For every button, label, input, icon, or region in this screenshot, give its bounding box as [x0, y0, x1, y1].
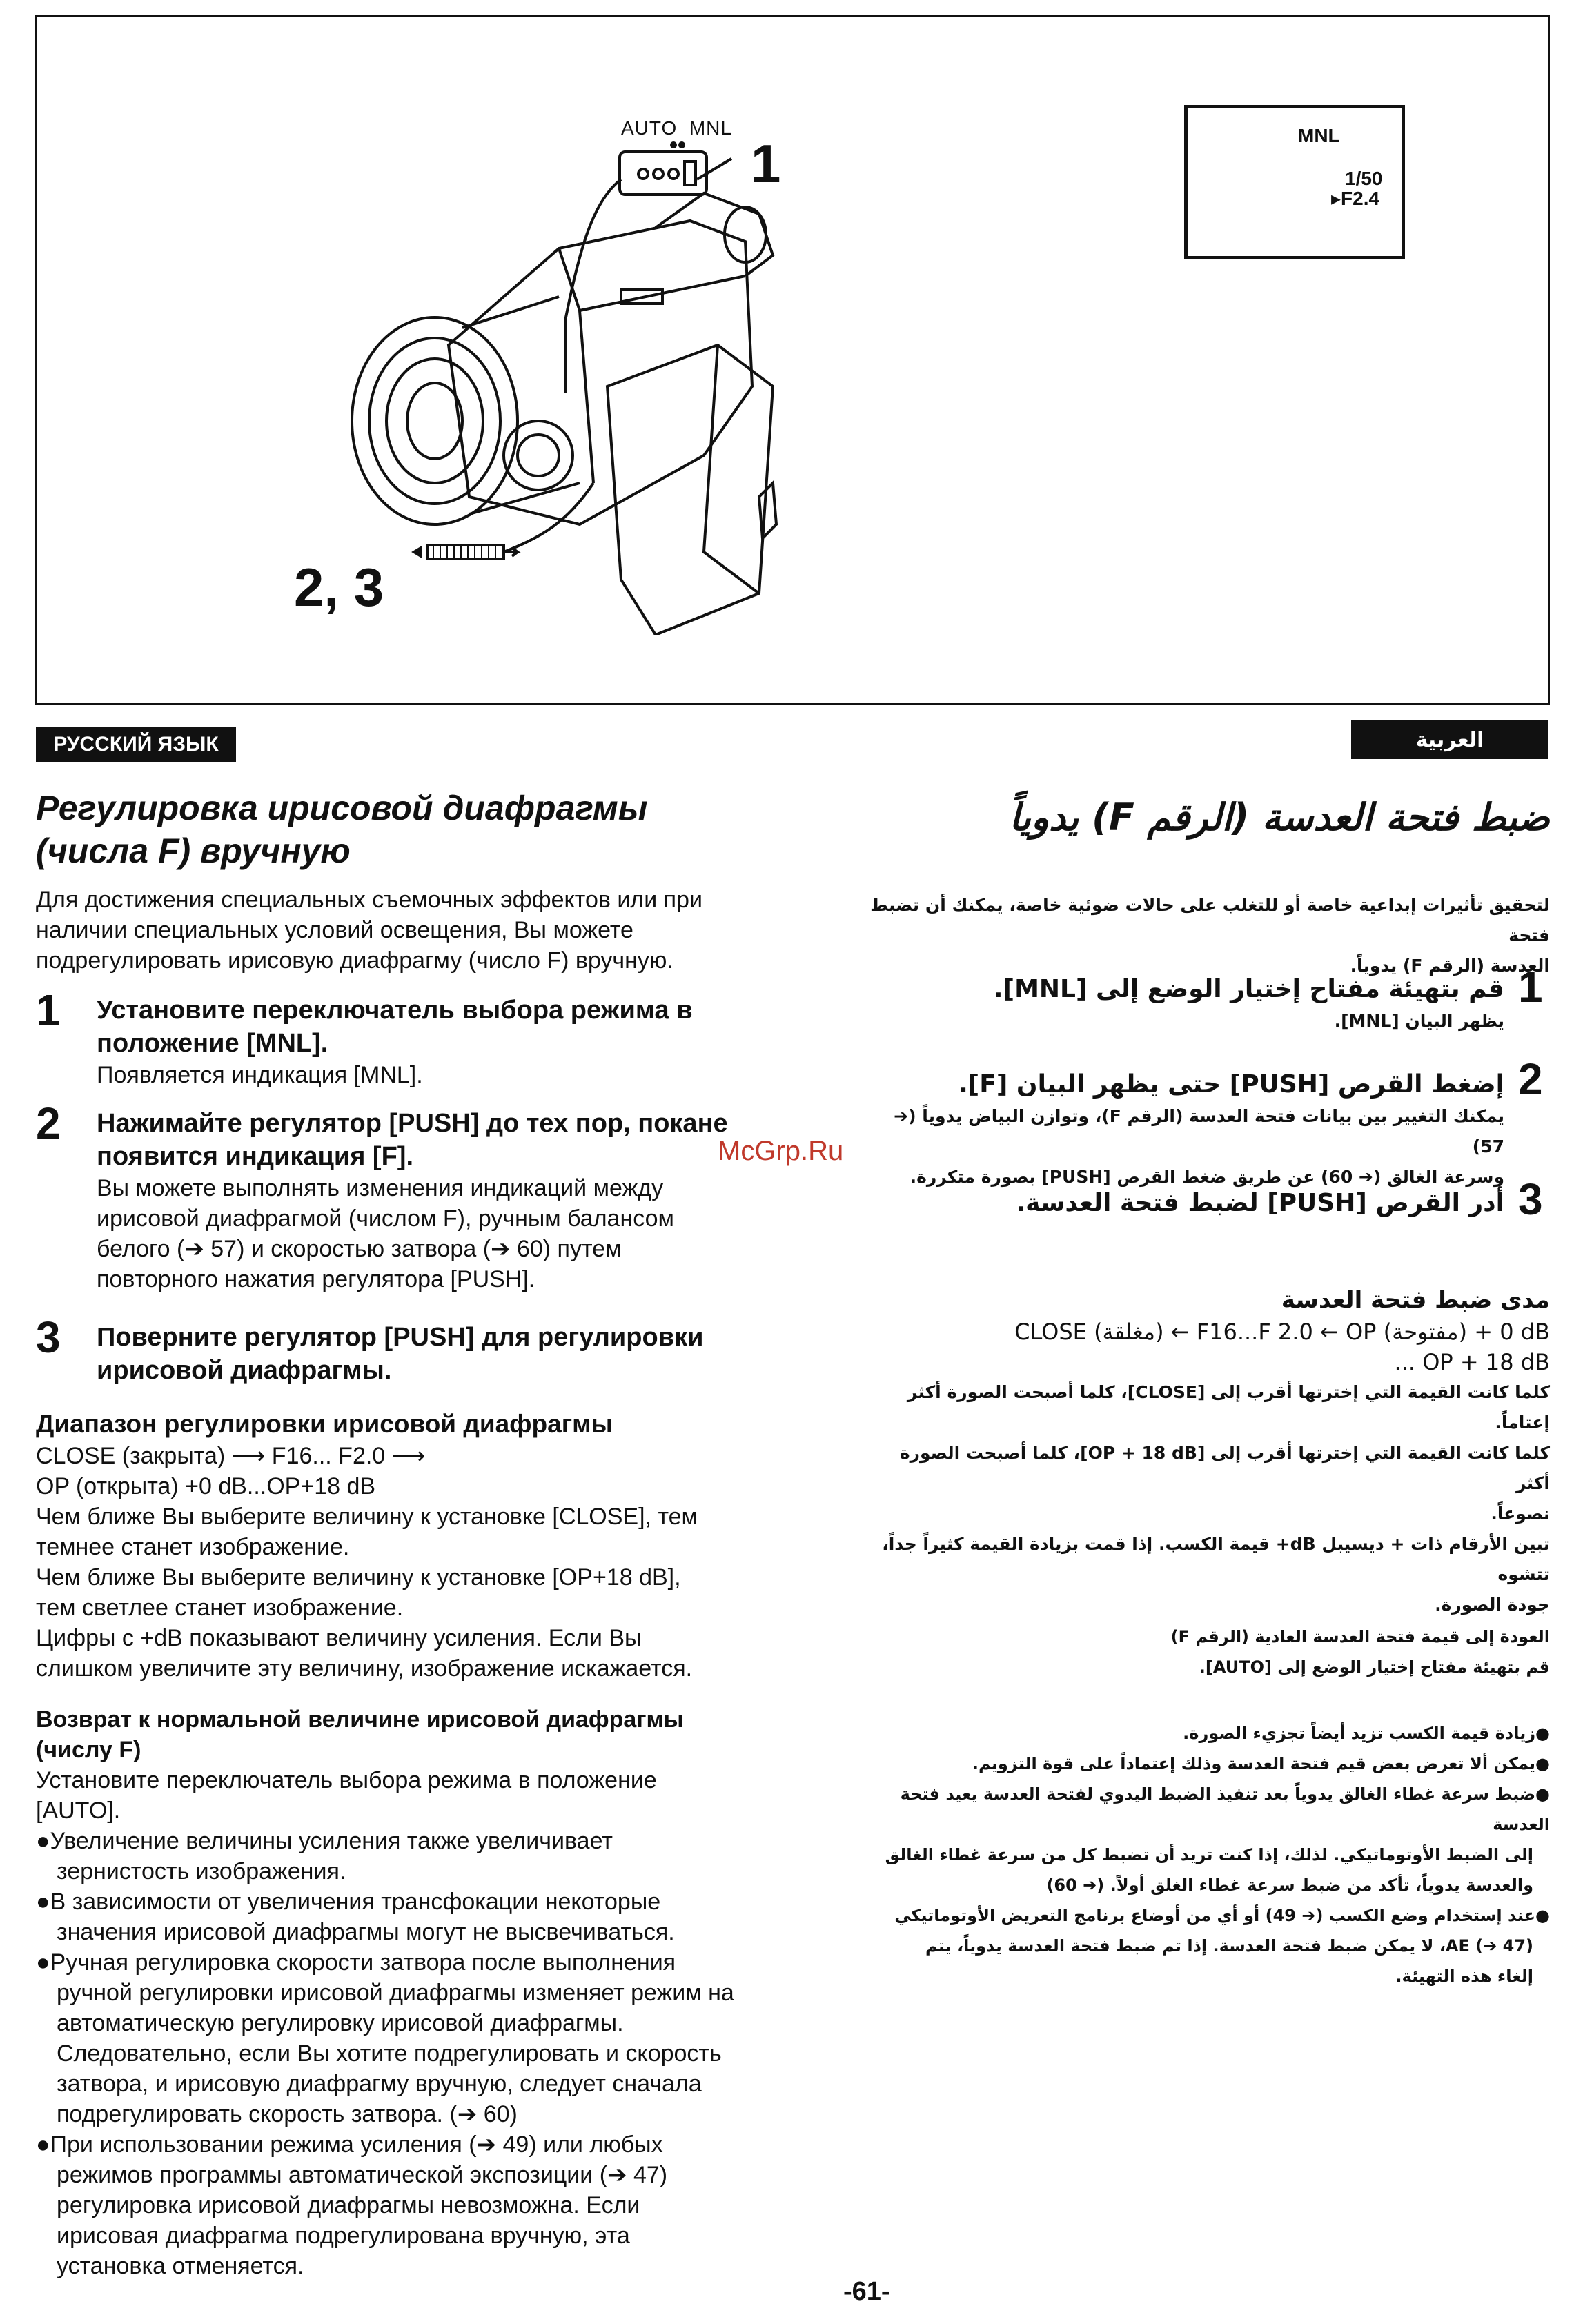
ru-range-title: Диапазон регулировки ирисовой диафрагмы: [36, 1410, 613, 1438]
ar-return-section: العودة إلى قيمة فتحة العدسة العادية (الرقم F) قم بتهيئة مفتاح إختيار الوضع إلى [AUTO].: [1170, 1627, 1550, 1677]
ru-title: [36, 787, 795, 872]
ar-step-3: أدر القرص [PUSH] لضبط فتحة العدسة.: [1016, 1189, 1504, 1217]
lcd-mode: MNL: [1298, 125, 1340, 146]
ru-return-section: Возврат к нормальной величине ирисовой диафрагмы (числу F) Установите переключатель выбора режима в положение [AUTO]. ●Увеличение величины усиления также увеличивает зернистость изображения. ●В зависимости от увеличения трансфокации некоторые значения ирисовой диафрагмы могут не высвечиваться. ●Ручная регулировка скорости затвора после выполнения ручной регулировки ирисовой диафрагмы изменяет режим на автоматическую регулировку ирисовой диафрагмы. Следовательно, если Вы хотите подрегулировать и скорость затвора, и ирисовую диафрагму вручную, следует сначала подрегулировать скорость затвора. (➔ 60) ●При использовании режима усиления (➔ 49) или любых режимов программы автоматической экспозиции (➔ 47) регулировка ирисовой диафрагмы невозможна. Если ирисовая диафрагма подрегулирована вручную, эта установка отменяется.: [36, 1704, 850, 2281]
watermark: McGrp.Ru: [718, 1136, 844, 1166]
ar-bullet: ●زيادة قيمة الكسب تزيد أيضاً تجزيء الصورة.: [1183, 1724, 1550, 1743]
ar-title: ضبط فتحة العدسة (الرقم F) يدوياً: [1009, 796, 1550, 839]
ru-bullet: ●Увеличение величины усиления также увеличивает зернистость изображения.: [36, 1828, 613, 1884]
ru-step-1: Установите переключатель выбора режима в положение [MNL]. Появляется индикация [MNL].: [97, 996, 693, 1088]
ru-bullet: ●Ручная регулировка скорости затвора после выполнения ручной регулировки ирисовой диафрагмы изменяет режим на автоматическую регулировку ирисовой диафрагмы. Следовательно, если Вы хотите подрегулировать и скорость затвора, и ирисовую диафрагму вручную, следует сначала подрегулировать скорость затвора. (➔ 60): [36, 1949, 734, 2127]
ru-step-2: Нажимайте регулятор [PUSH] до тех пор, покане появится индикация [F]. Вы можете выполнять изменения индикаций между ирисовой диафрагмой (числом F), ручным балансом белого (➔ 57) и скоростью затвора (➔ 60) путем повторного нажатия регулятора [PUSH].: [97, 1109, 728, 1292]
callout-2-3: 2, 3: [294, 557, 384, 618]
ar-bullet: ●ضبط سرعة غطاء الغالق يدوياً بعد تنفيذ الضبط اليدوي لفتحة العدسة يعيد فتحة العدسة إلى الضبط الأوتوماتيكي. لذلك، إذا كنت تريد أن تضبط كل من سرعة غطاء الغالق والعدسة يدوياً، تأكد من ضبط سرعة غطاء الغلق أولاً. (➔ 60): [885, 1784, 1550, 1895]
ar-bullet: ●يمكن ألا تعرض بعض قيم فتحة العدسة وذلك إعتماداً على قوة التزويم.: [972, 1754, 1550, 1773]
camcorder-illustration: [331, 138, 828, 635]
lcd-display: [1184, 105, 1405, 259]
lcd-iris: ▸F2.4: [1331, 188, 1380, 209]
lcd-shutter: 1/50: [1345, 168, 1383, 189]
ru-step-3: Поверните регулятор [PUSH] для регулировки ирисовой диафрагмы.: [97, 1323, 704, 1385]
ar-bullet: ●عند إستخدام وضع الكسب (➔ 49) أو أي من أوضاع برنامج التعريض الأوتوماتيكي AE (➔ 47)، لا يمكن ضبط فتحة العدسة. إذا تم ضبط فتحة العدسة يدوياً، يتم إلغاء هذه التهيئة.: [894, 1906, 1550, 1986]
ru-step-3-number: 3: [36, 1312, 61, 1362]
page-number: -61-: [843, 2277, 890, 2306]
ru-step-1-number: 1: [36, 985, 61, 1035]
ru-bullet: ●При использовании режима усиления (➔ 49) или любых режимов программы автоматической экспозиции (➔ 47) регулировка ирисовой диафрагмы невозможна. Если ирисовая диафрагма подрегулирована вручную, эта установка отменяется.: [36, 2131, 668, 2279]
ru-step-2-number: 2: [36, 1099, 61, 1148]
mode-switch-label: AUTO MNL: [621, 117, 732, 139]
ar-intro: لتحقيق تأثيرات إبداعية خاصة أو للتغلب على حالات ضوئية خاصة، يمكنك أن تضبط فتحة العدسة (الرقم F) يدوياً.: [870, 895, 1550, 976]
ar-range-title: مدى ضبط فتحة العدسة: [1281, 1286, 1550, 1314]
ru-title-line: Регулировка ирисовой диафрагмы: [36, 789, 648, 827]
ru-range-section: Диапазон регулировки ирисовой диафрагмы CLOSE (закрыта) ⟶ F16... F2.0 ⟶ OP (открыта) +0 dB...OP+18 dB Чем ближе Вы выберите величину к установке [CLOSE], тем темнее станет изображение. Чем ближе Вы выберите величину к установке [OP+18 dB], тем светлее станет изображение. Цифры с +dB показывают величину усиления. Если Вы слишком увеличите эту величину, изображение искажается.: [36, 1408, 850, 1684]
russian-language-tab: РУССКИЙ ЯЗЫК: [36, 727, 236, 762]
arabic-language-tab: العربية: [1351, 720, 1548, 759]
ar-step-2: إضغط القرص [PUSH] حتى يظهر البيان [F]. يمكنك التغيير بين بيانات فتحة العدسة (الرقم F)، وتوازن البياض يدوياً (➔ 57) وسرعة الغالق (➔ 60) عن طريق ضغط القرص [PUSH] بصورة متكررة.: [894, 1070, 1504, 1187]
ru-title-line: (числа F) вручную: [36, 831, 351, 870]
ar-step-1-number: 1: [1518, 962, 1543, 1012]
callout-1: 1: [751, 133, 781, 194]
ar-step-3-number: 3: [1518, 1174, 1543, 1224]
ar-step-2-number: 2: [1518, 1054, 1543, 1104]
ar-step-1: قم بتهيئة مفتاح إختيار الوضع إلى [MNL]. يظهر البيان [MNL].: [993, 975, 1504, 1031]
ru-intro: Для достижения специальных съемочных эффектов или при наличии специальных условий освещения, Вы можете подрегулировать ирисовую диафрагму (число F) вручную.: [36, 887, 702, 974]
ar-bullets: [863, 1718, 1550, 1991]
ru-bullet: ●В зависимости от увеличения трансфокации некоторые значения ирисовой диафрагмы могут не высвечиваться.: [36, 1889, 675, 1945]
ar-range-section: مدى ضبط فتحة العدسة CLOSE (مغلقة) ← F16...F 2.0 ← OP (مفتوحة) + 0 dB ... OP + 18 dB كلما كانت القيمة التي إخترتها أقرب إلى [CLOSE]، كلما أصبحت الصورة أكثر إعتاماً. كلما كانت القيمة التي إخترتها أقرب إلى [OP + 18 dB]، كلما أصبحت الصورة أكثر نصوعاً. تبين الأرقام ذات + ديسيبل dB+ قيمة الكسب. إذا قمت بزيادة القيمة كثيراً جداً، تتشوه جودة الصورة.: [863, 1283, 1550, 1620]
